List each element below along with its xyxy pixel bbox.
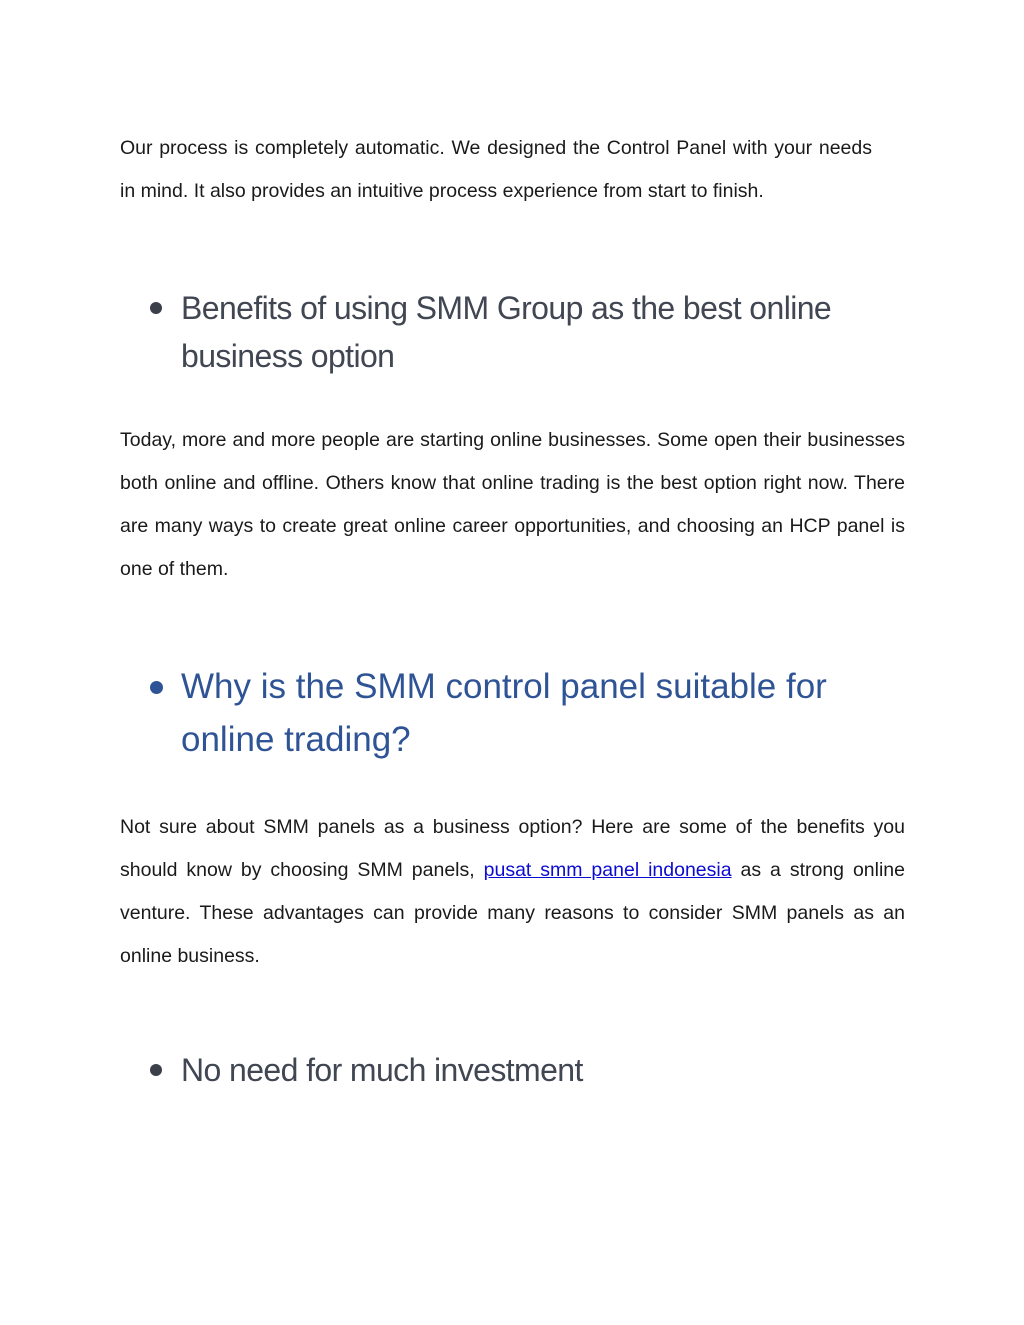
heading-benefits [150, 284, 910, 380]
online-business-paragraph: Today, more and more people are starting online businesses. Some open their businesses both online and offline. Others know that online trading is the best option right now. There are many ways to create great online career opportunities, and choosing an HCP panel is one of them. [120, 429, 905, 580]
heading-why-smm-text: Why is the SMM control panel suitable for online trading? [181, 667, 827, 759]
bullet-icon [150, 302, 162, 314]
intro-paragraph: Our process is completely automatic. We designed the Control Panel with your needs in mind. It also provides an intuitive process experience from start to finish. [120, 137, 872, 202]
pusat-smm-link[interactable]: pusat smm panel indonesia [483, 859, 732, 881]
bullet-icon [150, 681, 163, 694]
bullet-icon [150, 1064, 162, 1076]
smm-benefits-paragraph [120, 806, 905, 978]
heading-why-smm [150, 660, 910, 766]
paragraph-text-after-link: as a strong online venture. These advantages can provide many reasons to consider SMM panels as an online business. [120, 859, 905, 967]
paragraph-text-before-link: Not sure about SMM panels as a business option? Here are some of the benefits you should know by choosing SMM panels, [120, 816, 905, 881]
heading-benefits-text: Benefits of using SMM Group as the best online business option [181, 290, 832, 374]
heading-no-investment-text: No need for much investment [181, 1052, 583, 1088]
heading-no-investment [150, 1046, 910, 1094]
